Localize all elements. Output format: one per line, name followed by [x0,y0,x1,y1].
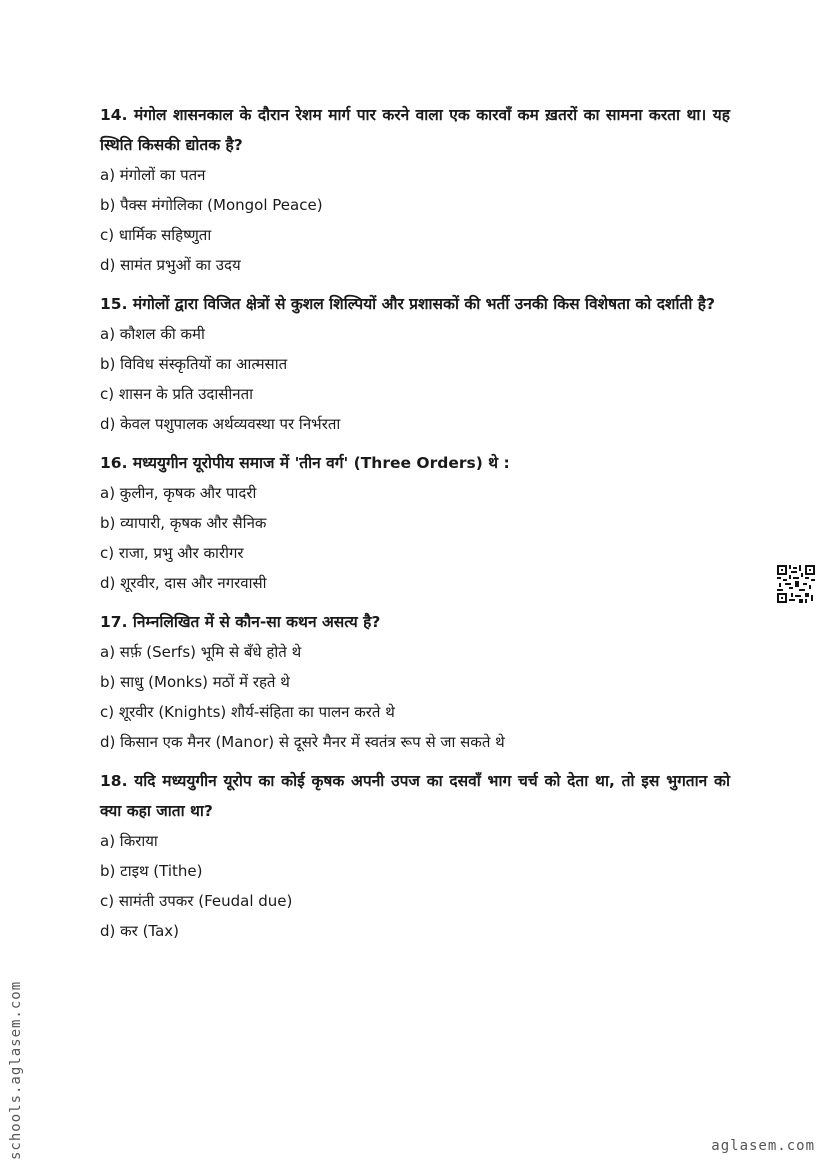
question-text [100,100,730,160]
question-body: मंगोलों द्वारा विजित क्षेत्रों से कुशल शिल्पियों और प्रशासकों की भर्ती उनकी किस विशेषता को दर्शाती है? [132,295,715,313]
question-body: मध्ययुगीन यूरोपीय समाज में 'तीन वर्ग' (Three Orders) थे : [132,454,510,472]
question-text [100,607,730,637]
question-number: 14. [100,106,128,124]
bottom-watermark: aglasem.com [711,1138,815,1154]
option-c: c) शासन के प्रति उदासीनता [100,385,254,403]
option-d: d) कर (Tax) [100,922,180,940]
option-d: d) सामंत प्रभुओं का उदय [100,256,241,274]
question-number: 16. [100,454,128,472]
option-d: d) शूरवीर, दास और नगरवासी [100,574,267,592]
question-18 [100,766,730,946]
question-body: यदि मध्ययुगीन यूरोप का कोई कृषक अपनी उपज का दसवाँ भाग चर्च को देता था, तो इस भुगतान को क्या कहा जाता था? [100,772,730,820]
question-17 [100,607,730,757]
option-b: b) व्यापारी, कृषक और सैनिक [100,514,267,532]
option-b: b) विविध संस्कृतियों का आत्मसात [100,355,288,373]
option-d: d) केवल पशुपालक अर्थव्यवस्था पर निर्भरता [100,415,341,433]
option-a: a) किराया [100,832,158,850]
question-15 [100,289,730,439]
question-text [100,766,730,826]
option-b: b) टाइथ (Tithe) [100,862,203,880]
option-a: a) मंगोलों का पतन [100,166,206,184]
question-text [100,448,730,478]
question-number: 18. [100,772,128,790]
option-c: c) राजा, प्रभु और कारीगर [100,544,244,562]
question-body: मंगोल शासनकाल के दौरान रेशम मार्ग पार करने वाला एक कारवाँ कम ख़तरों का सामना करता था। यह स्थिति किसकी द्योतक है? [100,106,730,154]
qr-code-icon[interactable] [777,565,815,603]
option-c: c) धार्मिक सहिष्णुता [100,226,212,244]
option-a: a) कुलीन, कृषक और पादरी [100,484,257,502]
option-b: b) साधु (Monks) मठों में रहते थे [100,673,290,691]
question-number: 15. [100,295,128,313]
option-c: c) शूरवीर (Knights) शौर्य-संहिता का पालन करते थे [100,703,395,721]
option-b: b) पैक्स मंगोलिका (Mongol Peace) [100,196,323,214]
question-body: निम्नलिखित में से कौन-सा कथन असत्य है? [132,613,381,631]
question-list [100,100,730,955]
option-a: a) सर्फ़ (Serfs) भूमि से बँधे होते थे [100,643,302,661]
question-text [100,289,730,319]
question-number: 17. [100,613,128,631]
question-16 [100,448,730,598]
option-a: a) कौशल की कमी [100,325,205,343]
option-c: c) सामंती उपकर (Feudal due) [100,892,293,910]
option-d: d) किसान एक मैनर (Manor) से दूसरे मैनर में स्वतंत्र रूप से जा सकते थे [100,733,505,751]
question-14 [100,100,730,280]
side-watermark: schools.aglasem.com [8,980,24,1160]
